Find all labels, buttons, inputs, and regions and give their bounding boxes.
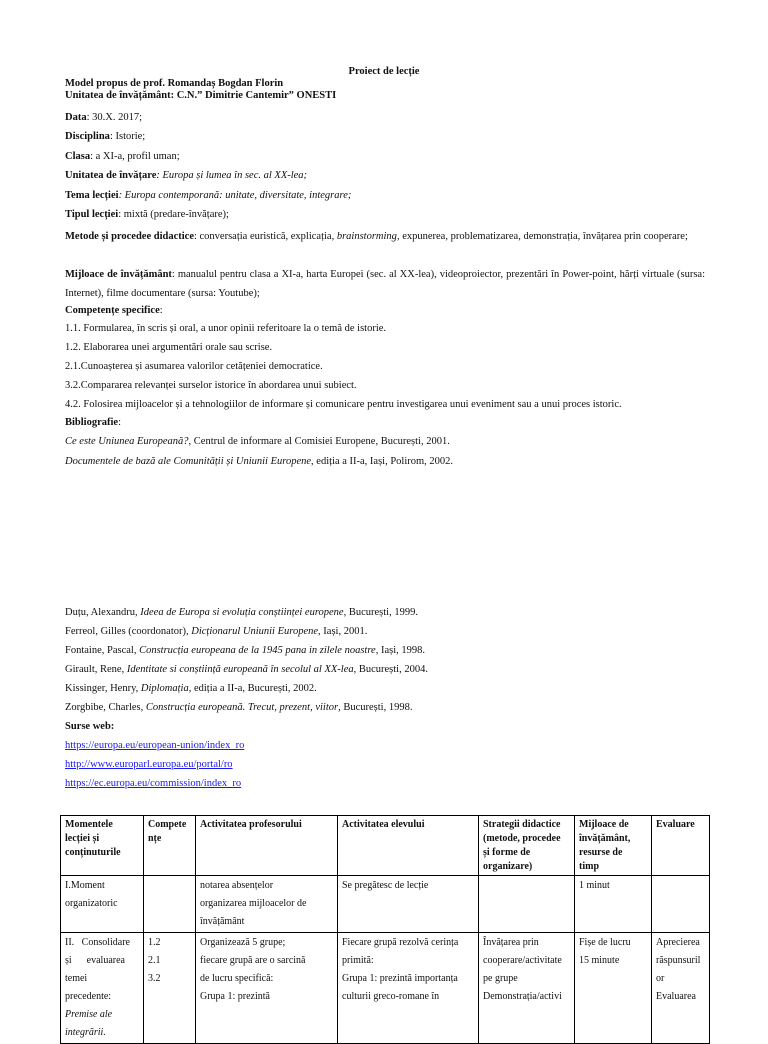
cell-text: (metode, procedee bbox=[483, 833, 561, 844]
cell-text: Evaluare bbox=[656, 819, 695, 830]
bibliografie-item bbox=[65, 701, 705, 715]
bibliografie-item bbox=[65, 435, 705, 449]
table-cell bbox=[479, 876, 575, 933]
cell-text: Momentele bbox=[65, 819, 113, 830]
field-competente bbox=[65, 304, 705, 318]
book-details: , Iași, 1998. bbox=[375, 645, 425, 656]
cell-text: lecției și bbox=[65, 833, 100, 844]
table-cell bbox=[61, 933, 144, 1044]
web-link[interactable]: https://ec.europa.eu/commission/index_ro bbox=[65, 778, 242, 789]
lesson-table-body bbox=[61, 816, 710, 1044]
field-tipul bbox=[65, 208, 705, 222]
web-link-item bbox=[65, 758, 705, 772]
cell-text: timp bbox=[579, 861, 599, 872]
author-line bbox=[65, 78, 283, 90]
cell-text: notarea absențelor bbox=[200, 880, 274, 891]
cell-text: resurse de bbox=[579, 847, 623, 858]
book-author: Fontaine, Pascal, bbox=[65, 645, 140, 656]
competenta-item: 3.2.Compararea relevanței surselor istorice în abordarea unui subiect. bbox=[65, 380, 357, 391]
table-cell bbox=[652, 876, 710, 933]
lesson-table bbox=[60, 815, 710, 1044]
cell-text: pe grupe bbox=[483, 973, 518, 984]
book-title: Documentele de bază ale Comunității și Uniunii Europene bbox=[65, 456, 312, 467]
cell-text: 2.1 bbox=[148, 955, 161, 966]
cell-text: Învățarea prin bbox=[483, 937, 539, 948]
table-cell bbox=[144, 816, 196, 876]
field-value: : manualul pentru clasa a XI-a, harta Europei (sec. al XX-lea), videoproiector, prezentări în Power-point, hărți virtuale (sursa: Internet), filme documentare (sursa: Youtube); bbox=[65, 269, 705, 299]
table-row bbox=[61, 933, 710, 1044]
cell-text: Activitatea profesorului bbox=[200, 819, 302, 830]
field-label: Clasa bbox=[65, 151, 91, 162]
cell-text: și evaluarea bbox=[65, 955, 125, 966]
bibliografie-heading bbox=[65, 416, 705, 430]
book-title: Diplomația bbox=[140, 683, 189, 694]
field-value: : Istorie; bbox=[109, 131, 146, 142]
field-label: Tipul lecției bbox=[65, 209, 119, 220]
author-name: Romandaș Bogdan Florin bbox=[167, 78, 284, 89]
field-label: Competențe specifice bbox=[65, 305, 160, 316]
book-title: Identitate si conștiință europeană în secolul al XX-lea bbox=[126, 664, 354, 675]
cell-text: Compete bbox=[148, 819, 187, 830]
table-cell bbox=[61, 876, 144, 933]
cell-text: culturii greco-romane în bbox=[342, 991, 440, 1002]
table-cell bbox=[144, 876, 196, 933]
table-cell bbox=[338, 816, 479, 876]
cell-text: Premise ale bbox=[65, 1009, 113, 1020]
field-value: : Europa și lumea în sec. al XX-lea; bbox=[156, 170, 308, 181]
field-value: : a XI-a, profil uman; bbox=[90, 151, 180, 162]
bibliografie-item bbox=[65, 625, 705, 639]
cell-text: Demonstrația/activi bbox=[483, 991, 562, 1002]
cell-text: răspunsuril bbox=[656, 955, 701, 966]
cell-text: I.Moment bbox=[65, 880, 105, 891]
book-author: Kissinger, Henry, bbox=[65, 683, 141, 694]
cell-text: și forme de bbox=[483, 847, 531, 858]
field-tema bbox=[65, 189, 705, 203]
competenta-item: 2.1.Cunoașterea și asumarea valorilor cetățeniei democratice. bbox=[65, 361, 323, 372]
field-clasa bbox=[65, 150, 705, 164]
table-cell bbox=[196, 816, 338, 876]
competenta-item: 1.2. Elaborarea unei argumentări orale sau scrise. bbox=[65, 342, 273, 353]
field-unitatea bbox=[65, 169, 705, 183]
field-metode bbox=[65, 227, 705, 247]
cell-text: or bbox=[656, 973, 665, 984]
cell-text: integrării. bbox=[65, 1027, 106, 1038]
table-cell bbox=[575, 933, 652, 1044]
field-value: : 30.X. 2017; bbox=[86, 112, 143, 123]
cell-text: Fiecare grupă rezolvă cerința bbox=[342, 937, 459, 948]
cell-text: precedente: bbox=[65, 991, 112, 1002]
cell-text: temei bbox=[65, 973, 88, 984]
field-label: Data bbox=[65, 112, 87, 123]
school-value: C.N.” Dimitrie Cantemir” ONESTI bbox=[176, 90, 337, 101]
book-author: Ferreol, Gilles (coordonator), bbox=[65, 626, 192, 637]
cell-text: 1.2 bbox=[148, 937, 161, 948]
table-cell bbox=[652, 816, 710, 876]
field-mijloace bbox=[65, 265, 705, 303]
table-row bbox=[61, 876, 710, 933]
surse-web-heading: Surse web: bbox=[65, 721, 115, 732]
table-cell bbox=[652, 933, 710, 1044]
book-details: , Iași, 2001. bbox=[318, 626, 368, 637]
table-cell bbox=[196, 933, 338, 1044]
table-cell bbox=[479, 933, 575, 1044]
table-cell bbox=[61, 816, 144, 876]
cell-text: conținuturile bbox=[65, 847, 121, 858]
web-link-item bbox=[65, 777, 705, 791]
cell-text: fiecare grupă are o sarcină bbox=[200, 955, 306, 966]
cell-text: Fișe de lucru bbox=[579, 937, 631, 948]
book-details: , ediția a II-a, București, 2002. bbox=[188, 683, 317, 694]
field-label: Metode și procedee didactice bbox=[65, 231, 194, 242]
cell-text: 15 minute bbox=[579, 955, 620, 966]
table-cell bbox=[144, 933, 196, 1044]
cell-text: cooperare/activitate bbox=[483, 955, 562, 966]
book-details: , ediția a II-a, Iași, Polirom, 2002. bbox=[311, 456, 454, 467]
school-line bbox=[65, 90, 336, 102]
cell-text: Se pregătesc de lecție bbox=[342, 880, 429, 891]
cell-text: organizarea mijloacelor de bbox=[200, 898, 307, 909]
cell-text: Grupa 1: prezintă bbox=[200, 991, 270, 1002]
field-label: Tema lecției bbox=[65, 190, 119, 201]
book-title: Ideea de Europa si evoluția conștiinței europene bbox=[140, 607, 344, 618]
document-title: Proiect de lecție bbox=[348, 66, 420, 77]
field-value-rest: , expunerea, problematizarea, demonstrația, învățarea prin cooperare; bbox=[396, 231, 688, 242]
book-details: , București, 2004. bbox=[353, 664, 428, 675]
cell-text: Mijloace de bbox=[579, 819, 629, 830]
bibliografie-item bbox=[65, 455, 705, 469]
field-label: Disciplina bbox=[65, 131, 110, 142]
table-cell bbox=[196, 876, 338, 933]
book-details: , Centrul de informare al Comisiei Europene, București, 2001. bbox=[188, 436, 450, 447]
field-data bbox=[65, 111, 705, 125]
field-label: Unitatea de învățare bbox=[65, 170, 157, 181]
book-details: , București, 1998. bbox=[338, 702, 413, 713]
table-cell bbox=[575, 876, 652, 933]
cell-text: organizatoric bbox=[65, 898, 118, 909]
cell-text: Aprecierea bbox=[656, 937, 700, 948]
web-link[interactable]: https://europa.eu/european-union/index_ro bbox=[65, 740, 245, 751]
author-prefix: Model propus de prof. bbox=[65, 78, 165, 89]
cell-text: nțe bbox=[148, 833, 162, 844]
cell-text: 1 minut bbox=[579, 880, 610, 891]
cell-text: de lucru specifică: bbox=[200, 973, 274, 984]
web-link[interactable]: http://www.europarl.europa.eu/portal/ro bbox=[65, 759, 233, 770]
cell-text: Strategii didactice bbox=[483, 819, 561, 830]
cell-text: primită: bbox=[342, 955, 374, 966]
book-title: Construcția europeană. Trecut, prezent, viitor bbox=[145, 702, 339, 713]
table-cell bbox=[338, 876, 479, 933]
cell-text: învățământ, bbox=[579, 833, 631, 844]
bibliografie-label: Bibliografie bbox=[65, 417, 119, 428]
field-disciplina bbox=[65, 130, 705, 144]
book-title: Ce este Uniunea Europeană? bbox=[65, 436, 189, 447]
competenta-item: 4.2. Folosirea mijloacelor și a tehnologiilor de informare și comunicare pentru investigarea unui eveniment sau a unui proces istoric. bbox=[65, 399, 622, 410]
web-link-item bbox=[65, 739, 705, 753]
field-label: Mijloace de învățământ bbox=[65, 269, 172, 280]
book-author: Girault, Rene, bbox=[65, 664, 127, 675]
bibliografie-item bbox=[65, 663, 705, 677]
field-value: : conversația euristică, explicația, bbox=[193, 231, 337, 242]
book-details: , București, 1999. bbox=[343, 607, 418, 618]
table-cell bbox=[338, 933, 479, 1044]
cell-text: Grupa 1: prezintă importanța bbox=[342, 973, 458, 984]
cell-text: Activitatea elevului bbox=[342, 819, 425, 830]
book-title: Construcția europeana de la 1945 pana in zilele noastre bbox=[139, 645, 376, 656]
cell-text: II. Consolidare bbox=[65, 937, 130, 948]
bibliografie-colon: : bbox=[118, 417, 122, 428]
field-value: : Europa contemporană: unitate, diversitate, integrare; bbox=[118, 190, 352, 201]
bibliografie-item bbox=[65, 644, 705, 658]
cell-text: Evaluarea bbox=[656, 991, 696, 1002]
field-value: : bbox=[159, 305, 163, 316]
field-value-italic: brainstorming bbox=[336, 231, 397, 242]
cell-text: organizare) bbox=[483, 861, 533, 872]
table-header-row bbox=[61, 816, 710, 876]
table-cell bbox=[575, 816, 652, 876]
book-author: Zorgbibe, Charles, bbox=[65, 702, 146, 713]
book-author: Duțu, Alexandru, bbox=[65, 607, 141, 618]
bibliografie-item bbox=[65, 606, 705, 620]
book-title: Dicționarul Uniunii Europene bbox=[191, 626, 319, 637]
school-label: Unitatea de învățământ: bbox=[65, 90, 175, 101]
field-value: : mixtă (predare-învățare); bbox=[118, 209, 229, 220]
cell-text: învățământ bbox=[200, 916, 245, 927]
bibliografie-item bbox=[65, 682, 705, 696]
competenta-item: 1.1. Formularea, în scris și oral, a unor opinii referitoare la o temă de istorie. bbox=[65, 323, 387, 334]
table-cell bbox=[479, 816, 575, 876]
cell-text: 3.2 bbox=[148, 973, 161, 984]
cell-text: Organizează 5 grupe; bbox=[200, 937, 286, 948]
